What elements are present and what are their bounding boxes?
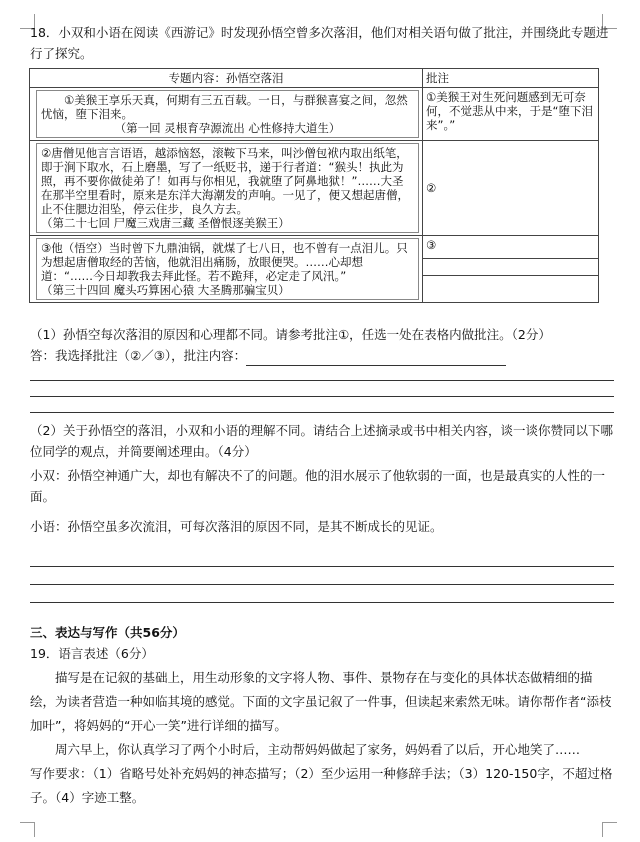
question-19-instructions: 描写是在记叙的基础上，用生动形象的文字将人物、事件、景物存在与变化的具体状态做精细的描绘，为读者营造一种如临其境的感觉。下面的文字虽记叙了一件事，但读起来索然无味。请你帮作者“添枝加叶”，将妈妈的“开心一笑”进行详细的描写。 (30, 670, 612, 733)
question-19-requirements: 写作要求：（1）省略号处补充妈妈的神态描写；（2）至少运用一种修辞手法；（3）120-150字，不超过格子。（4）字迹工整。 (30, 766, 613, 805)
table-header-row (30, 69, 599, 88)
answer-line[interactable] (30, 396, 614, 397)
excerpt-box (36, 238, 419, 300)
sub-question-1: （1）孙悟空每次落泪的原因和心理都不同。请参考批注①，任选一处在表格内做批注。（2分） (30, 327, 551, 342)
question-19-scenario: 周六早上，你认真学习了两个小时后，主动帮妈妈做起了家务，妈妈看了以后，开心地笑了…… (55, 742, 581, 757)
excerpt-cell (30, 141, 423, 236)
annotation-table (29, 68, 599, 303)
answer-line[interactable] (30, 584, 614, 585)
excerpt-box (36, 90, 419, 138)
chapter-source: （第二十七回 尸魔三戏唐三藏 圣僧恨逐美猴王） (41, 216, 290, 230)
answer-line[interactable] (30, 380, 614, 381)
note-text: ② (426, 181, 437, 195)
excerpt-cell (30, 236, 423, 303)
viewpoint-xiaoshuang: 小双：孙悟空神通广大，却也有解决不了的问题。他的泪水展示了他软弱的一面，也是最真实的人性的一面。 (30, 468, 606, 504)
excerpt-text: ②唐僧见他言言语语，越添恼怒，滚鞍下马来，叫沙僧包袱内取出纸笔，即于涧下取水，石上磨墨，写了一纸贬书，递于行者道：“猴头！执此为照，再不要你做徒弟了！如再与你相见，我就堕了阿鼻地狱！”……大圣在那半空里看时，原来是东洋大海潮发的声响。一见了，便又想起唐僧，止不住腮边泪坠，停云住步，良久方去。 (41, 146, 409, 216)
note-blank-line (423, 258, 598, 275)
table-row (30, 141, 599, 236)
viewpoint-xiaoyu: 小语：孙悟空虽多次流泪，可每次落泪的原因不同，是其不断成长的见证。 (30, 519, 443, 534)
table-header-topic: 专题内容：孙悟空落泪 (30, 69, 423, 88)
answer-line[interactable] (30, 602, 614, 603)
answer-line[interactable] (30, 412, 614, 413)
answer-prefix: 答：我选择批注（②／③），批注内容： (30, 348, 247, 363)
table-header-note: 批注 (423, 69, 599, 88)
note-blank-line (423, 275, 598, 292)
excerpt-text: ③他（悟空）当时曾下九鼎油锅，就煤了七八日，也不曾有一点泪儿。只为想起唐僧取经的苦恼，他就泪出痛肠，放眼便哭。……心却想道：“……今日却教我去拜此怪。若不跪拜，必定走了风汛。” (41, 241, 408, 283)
table-row (30, 236, 599, 303)
sub-question-1-answer (30, 345, 614, 366)
crop-mark-bottom-left (20, 822, 35, 837)
chapter-source: （第三十四回 魔头巧算困心猿 大圣腾那骗宝贝） (41, 283, 290, 297)
section-title: 三、表达与写作（共56分） (30, 625, 185, 640)
note-text: ①美猴王对生死问题感到无可奈何，不觉悲从中来，于是“堕下泪来”。” (426, 90, 593, 132)
excerpt-cell (30, 88, 423, 141)
answer-line[interactable] (30, 566, 614, 567)
question-19-title: 19．语言表述（6分） (30, 646, 154, 661)
table-row (30, 88, 599, 141)
crop-mark-bottom-right (602, 822, 617, 837)
note-cell[interactable] (423, 236, 599, 303)
answer-underline[interactable] (246, 351, 506, 366)
sub-question-2: （2）关于孙悟空的落泪，小双和小语的理解不同。请结合上述摘录或书中相关内容，谈一谈你赞同以下哪位同学的观点，并简要阐述理由。（4分） (30, 423, 613, 459)
note-cell[interactable] (423, 141, 599, 236)
excerpt-box (36, 143, 419, 233)
question-18-intro: 18．小双和小语在阅读《西游记》时发现孙悟空曾多次落泪，他们对相关语句做了批注，并围绕此专题进行了探究。 (30, 25, 609, 61)
note-cell[interactable] (423, 88, 599, 141)
note-text: ③ (426, 238, 437, 252)
excerpt-text: ①美猴王享乐天真，何期有三五百载。一日，与群猴喜宴之间，忽然忧恼，堕下泪来。 (41, 93, 408, 121)
chapter-source: （第一回 灵根育孕源流出 心性修持大道生） (114, 121, 341, 135)
